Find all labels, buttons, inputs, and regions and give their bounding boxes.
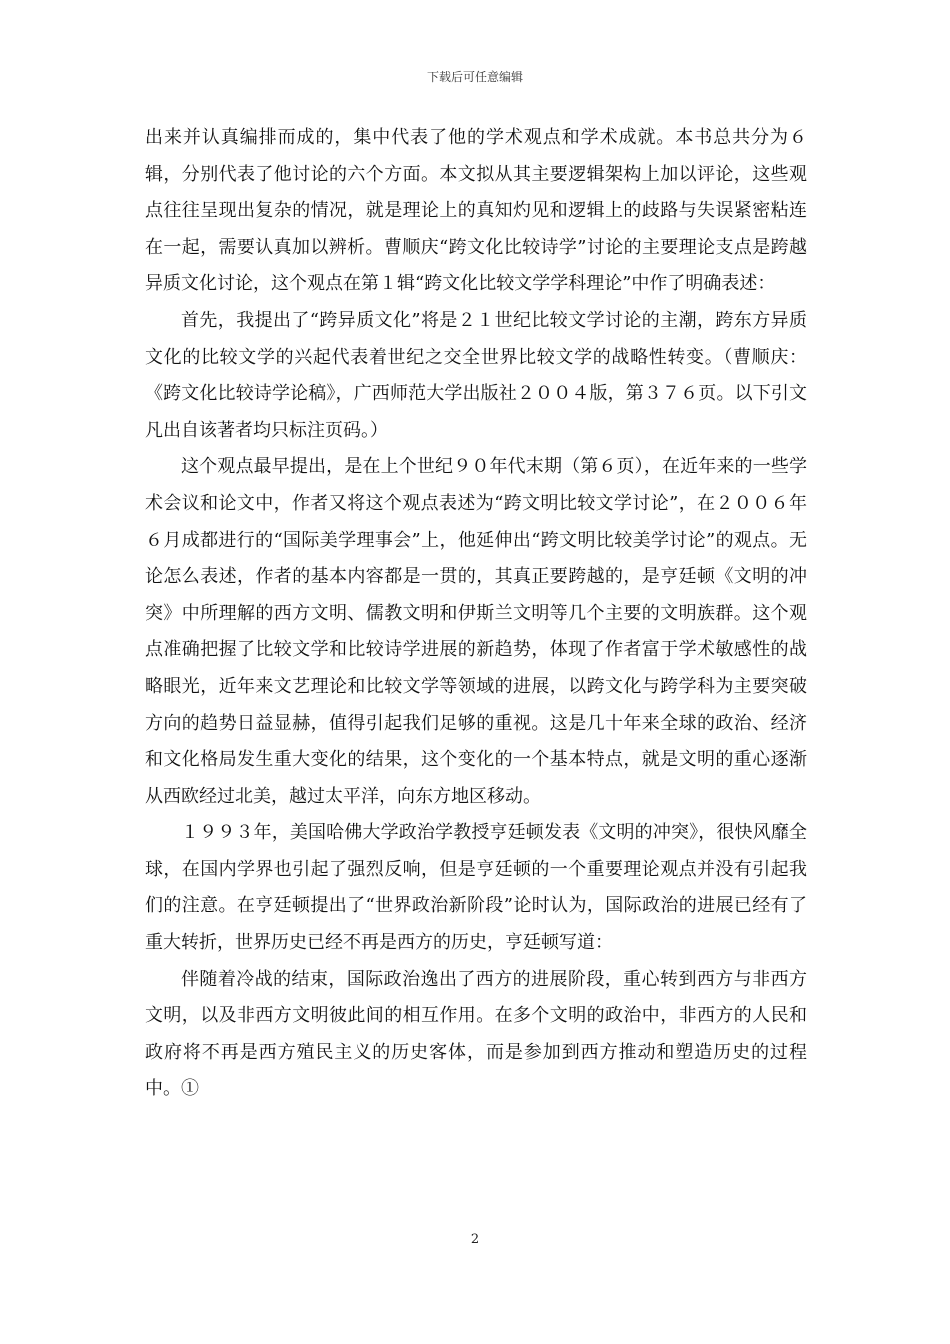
paragraph-viewpoint: 这个观点最早提出，是在上个世纪９０年代末期（第６页），在近年来的一些学术会议和论文中，作者又将这个观点表述为“跨文明比较文学讨论”，在２００６年６月成都进行的“国际美学理事会”上，他延伸出“跨文明比较美学讨论”的观点。无论怎么表述，作者的基本内容都是一贯的，其真正要跨越的，是亨廷顿《文明的冲突》中所理解的西方文明、儒教文明和伊斯兰文明等几个主要的文明族群。这个观点准确把握了比较文学和比较诗学进展的新趋势，体现了作者富于学术敏感性的战略眼光，近年来文艺理论和比较文学等领域的进展，以跨文化与跨学科为主要突破方向的趋势日益显赫，值得引起我们足够的重视。这是几十年来全球的政治、经济和文化格局发生重大变化的结果，这个变化的一个基本特点，就是文明的重心逐渐从西欧经过北美，越过太平洋，向东方地区移动。 bbox=[145, 456, 807, 807]
paragraph-huntington: １９９３年，美国哈佛大学政治学教授亨廷顿发表《文明的冲突》，很快风靡全球，在国内学界也引起了强烈反响，但是亨廷顿的一个重要理论观点并没有引起我们的注意。在亨廷顿提出了“世界政治新阶段”论时认为，国际政治的进展已经有了重大转折，世界历史已经不再是西方的历史，亨廷顿写道： bbox=[145, 822, 807, 954]
document-body bbox=[145, 120, 807, 1108]
paragraph-huntington-quote: 伴随着冷战的结束，国际政治逸出了西方的进展阶段，重心转到西方与非西方文明，以及非西方文明彼此间的相互作用。在多个文明的政治中，非西方的人民和政府将不再是西方殖民主义的历史客体，而是参加到西方推动和塑造历史的过程中。① bbox=[145, 968, 807, 1100]
paragraph-quote-cao: 首先，我提出了“跨异质文化”将是２１世纪比较文学讨论的主潮，跨东方异质文化的比较文学的兴起代表着世纪之交全世界比较文学的战略性转变。（曹顺庆：《跨文化比较诗学论稿》，广西师范大学出版社２００４版，第３７６页。以下引文凡出自该著者均只标注页码。） bbox=[145, 309, 807, 441]
paragraph-continuation: 出来并认真编排而成的，集中代表了他的学术观点和学术成就。本书总共分为６辑，分别代表了他讨论的六个方面。本文拟从其主要逻辑架构上加以评论，这些观点往往呈现出复杂的情况，就是理论上的真知灼见和逻辑上的歧路与失误紧密粘连在一起，需要认真加以辨析。曹顺庆“跨文化比较诗学”讨论的主要理论支点是跨越异质文化讨论，这个观点在第１辑“跨文化比较文学学科理论”中作了明确表述： bbox=[145, 127, 807, 295]
page-number: 2 bbox=[470, 1232, 480, 1247]
page-header: 下载后可任意编辑 bbox=[426, 70, 523, 84]
